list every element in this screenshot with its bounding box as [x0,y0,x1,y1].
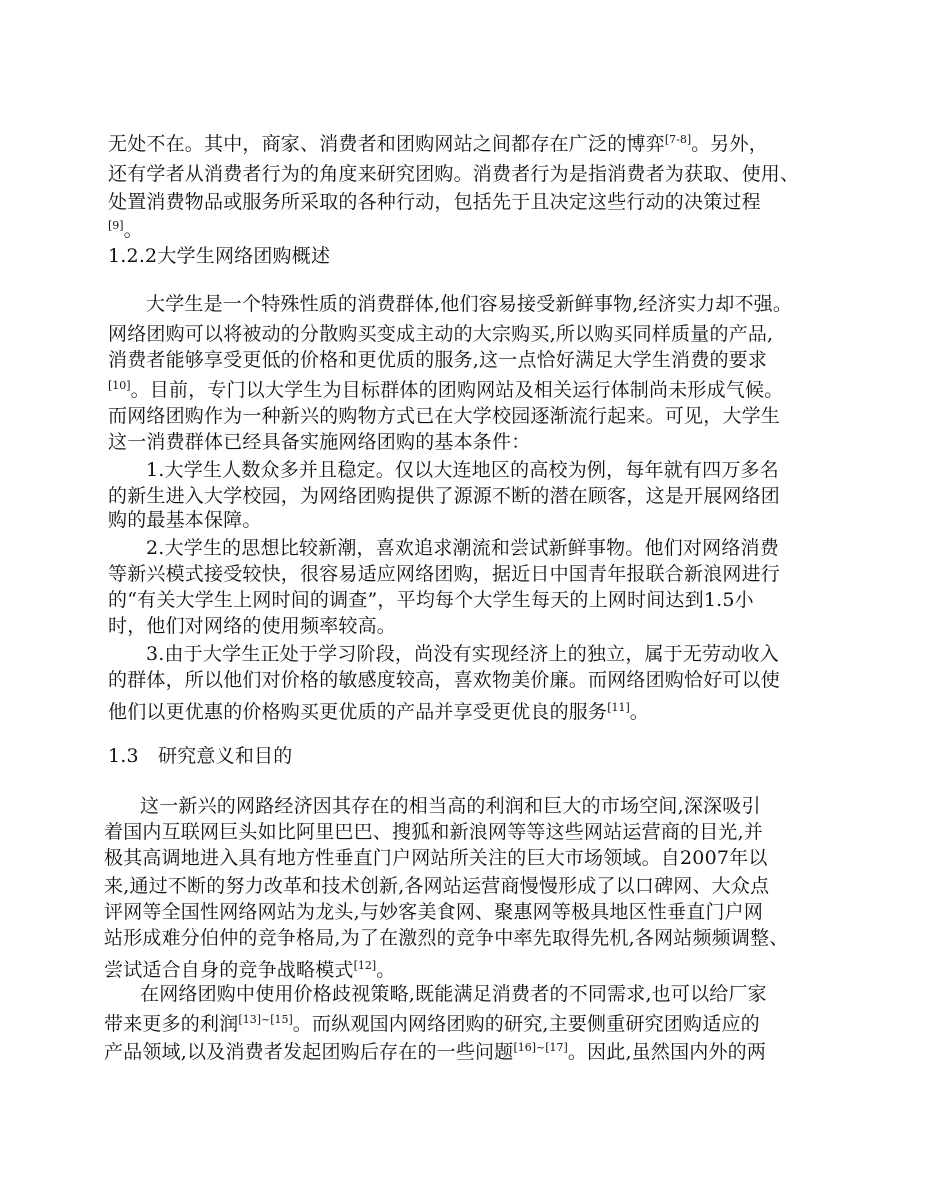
text-line: 着国内互联网巨头如比阿里巴巴、搜狐和新浪网等等这些网站运营商的目光,并 [104,821,764,843]
list-item-line: 2.大学生的思想比较新潮，喜欢追求潮流和尝试新鲜事物。他们对网络消费 [146,537,779,559]
text-line: 购的最基本保障。 [108,509,262,531]
citation: [9] [108,219,124,232]
text-line: 带来更多的利润[13]~[15]。而纵观国内网络团购的研究,主要侧重研究团购适应的 [104,1013,760,1035]
text-line: 的“有关大学生上网时间的调查”，平均每个大学生每天的上网时间达到1.5小 [108,589,754,611]
text-line: 在网络团购中使用价格歧视策略,既能满足消费者的不同需求,也可以给厂家 [140,983,767,1005]
citation: [13]~[15] [238,1013,293,1026]
text-line: 网络团购可以将被动的分散购买变成主动的大宗购买,所以购买同样质量的产品, [108,323,774,345]
text-line: 评网等全国性网络网站为龙头,与妙客美食网、聚惠网等极具地区性垂直门户网 [104,901,764,923]
text-line: 极其高调地进入具有地方性垂直门户网站所关注的巨大市场领域。自2007年以 [104,847,768,869]
text-line: 站形成难分伯仲的竞争格局,为了在激烈的竞争中率先取得先机,各网站频频调整、 [104,927,789,949]
list-item-line: 1.大学生人数众多并且稳定。仅以大连地区的高校为例，每年就有四万多名 [146,459,779,481]
text-line: 这一消费群体已经具备实施网络团购的基本条件： [108,431,531,453]
list-item-line: 3.由于大学生正处于学习阶段，尚没有实现经济上的独立，属于无劳动收入 [146,643,779,665]
text-line: 这一新兴的网路经济因其存在的相当高的利润和巨大的市场空间,深深吸引 [140,795,761,817]
citation: [11] [607,701,630,714]
text-line: 无处不在。其中，商家、消费者和团购网站之间都存在广泛的博弈[7-8]。另外， [108,133,768,155]
text-line: 的新生进入大学校园，为网络团购提供了源源不断的潜在顾客，这是开展网络团 [108,485,781,507]
text-line: [10]。目前，专门以大学生为目标群体的团购网站及相关运行体制尚未形成气候。 [108,379,784,401]
text-line: 消费者能够享受更低的价格和更优质的服务,这一点恰好满足大学生消费的要求 [108,349,768,371]
citation: [16]~[17] [513,1041,568,1054]
text-line: 等新兴模式接受较快，很容易适应网络团购，据近日中国青年报联合新浪网进行 [108,563,781,585]
text-line: 而网络团购作为一种新兴的购物方式已在大学校园逐渐流行起来。可见，大学生 [108,405,781,427]
text-line: 产品领域,以及消费者发起团购后存在的一些问题[16]~[17]。因此,虽然国内外的两 [104,1041,767,1063]
text-line: 大学生是一个特殊性质的消费群体,他们容易接受新鲜事物,经济实力却不强。 [146,293,793,315]
text-line: 尝试适合自身的竞争战略模式[12]。 [104,959,396,981]
text-line: 时，他们对网络的使用频率较高。 [108,615,397,637]
section-heading: 1.2.2大学生网络团购概述 [108,245,331,267]
citation: [12] [353,959,377,972]
text-line: 处置消费物品或服务所采取的各种行动，包括先于且决定这些行动的决策过程 [108,191,761,213]
text-line: 的群体，所以他们对价格的敏感度较高，喜欢物美价廉。而网络团购恰好可以使 [108,669,781,691]
text-line: [9]。 [108,219,143,241]
citation: [10] [108,379,131,392]
text-line: 他们以更优惠的价格购买更优质的产品并享受更优良的服务[11]。 [108,701,649,723]
text-line: 还有学者从消费者行为的角度来研究团购。消费者行为是指消费者为获取、使用、 [108,163,800,185]
section-heading: 1.3 研究意义和目的 [108,745,293,767]
text-line: 来,通过不断的努力改革和技术创新,各网站运营商慢慢形成了以口碑网、大众点 [104,875,770,897]
citation: [7-8] [664,133,692,146]
